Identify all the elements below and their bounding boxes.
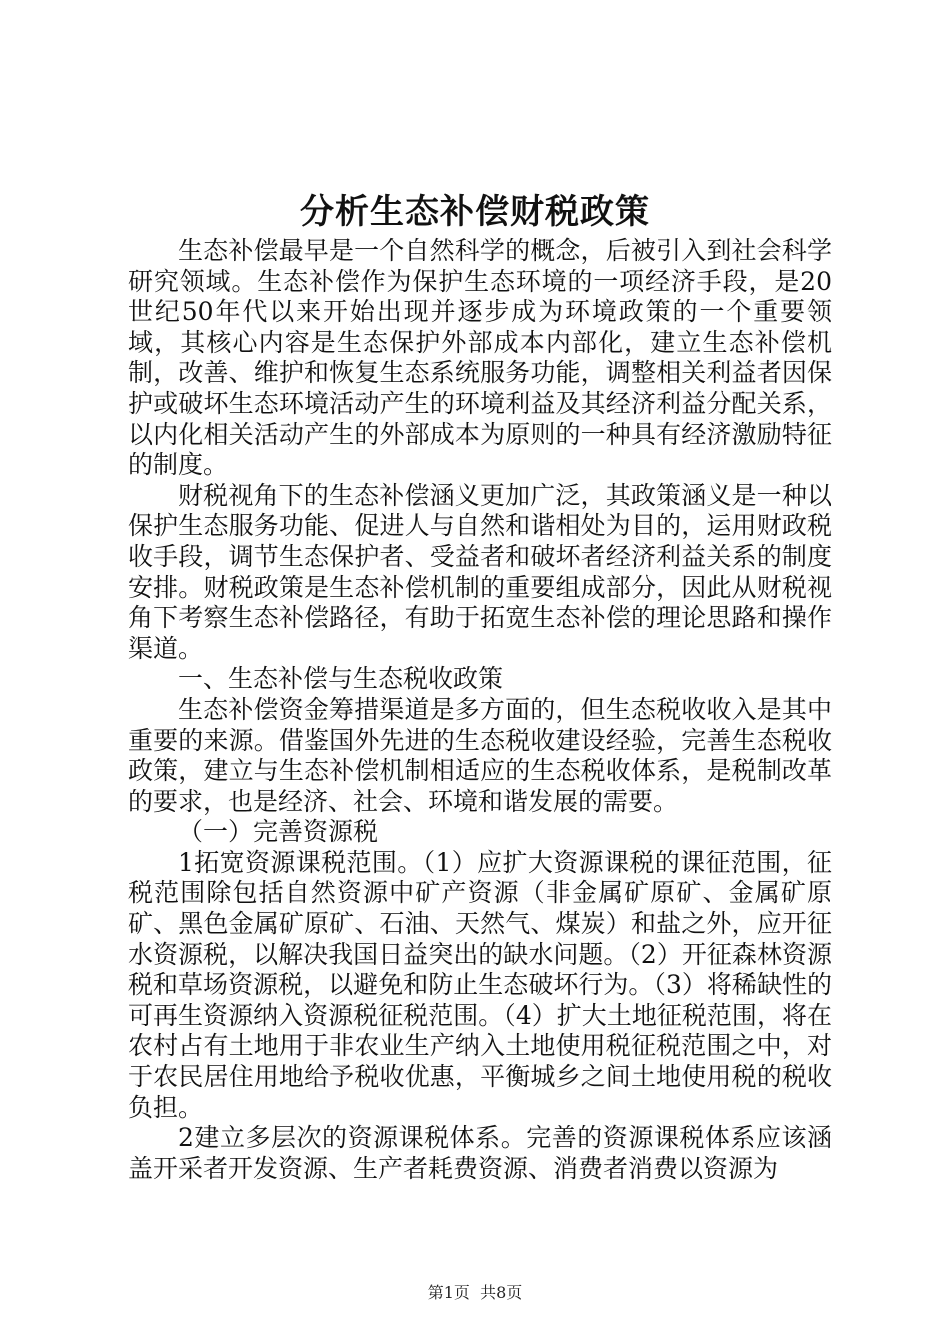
page-number: 第1页 xyxy=(427,1283,470,1302)
paragraph-resource-tax-system: 2建立多层次的资源课税体系。完善的资源课税体系应该涵盖开采者开发资源、生产者耗费资源、消费者消费以资源为 xyxy=(128,1123,832,1183)
document-title: 分析生态补偿财税政策 xyxy=(300,192,650,232)
paragraph-fiscal-perspective: 财税视角下的生态补偿涵义更加广泛，其政策涵义是一种以保护生态服务功能、促进人与自然和谐相处为目的，运用财政税收手段，调节生态保护者、受益者和破坏者经济利益关系的制度安排。财税政策是生态补偿机制的重要组成部分，因此从财税视角下考察生态补偿路径，有助于拓宽生态补偿的理论思路和操作渠道。 xyxy=(128,480,832,663)
subsection-heading-1: （一）完善资源税 xyxy=(178,817,379,847)
page-footer xyxy=(0,1280,950,1303)
section-heading-1: 一、生态补偿与生态税收政策 xyxy=(178,664,504,694)
page-total: 共8页 xyxy=(480,1283,523,1302)
paragraph-resource-tax-scope: 1拓宽资源课税范围。（1）应扩大资源课税的课征范围，征税范围除包括自然资源中矿产资源（非金属矿原矿、金属矿原矿、黑色金属矿原矿、石油、天然气、煤炭）和盐之外，应开征水资源税，以解决我国日益突出的缺水问题。（2）开征森林资源税和草场资源税，以避免和防止生态破坏行为。（3）将稀缺性的可再生资源纳入资源税征税范围。（4）扩大土地征税范围，将在农村占有土地用于非农业生产纳入土地使用税征税范围之中，对于农民居住用地给予税收优惠，平衡城乡之间土地使用税的税收负担。 xyxy=(128,847,832,1122)
document-body xyxy=(128,236,832,1184)
paragraph-ecological-tax: 生态补偿资金筹措渠道是多方面的，但生态税收收入是其中重要的来源。借鉴国外先进的生态税收建设经验，完善生态税收政策，建立与生态补偿机制相适应的生态税收体系，是税制改革的要求，也是经济、社会、环境和谐发展的需要。 xyxy=(128,694,832,816)
paragraph-intro: 生态补偿最早是一个自然科学的概念，后被引入到社会科学研究领域。生态补偿作为保护生态环境的一项经济手段，是20世纪50年代以来开始出现并逐步成为环境政策的一个重要领域，其核心内容是生态保护外部成本内部化，建立生态补偿机制，改善、维护和恢复生态系统服务功能，调整相关利益者因保护或破坏生态环境活动产生的环境利益及其经济利益分配关系，以内化相关活动产生的外部成本为原则的一种具有经济激励特征的制度。 xyxy=(128,236,832,480)
